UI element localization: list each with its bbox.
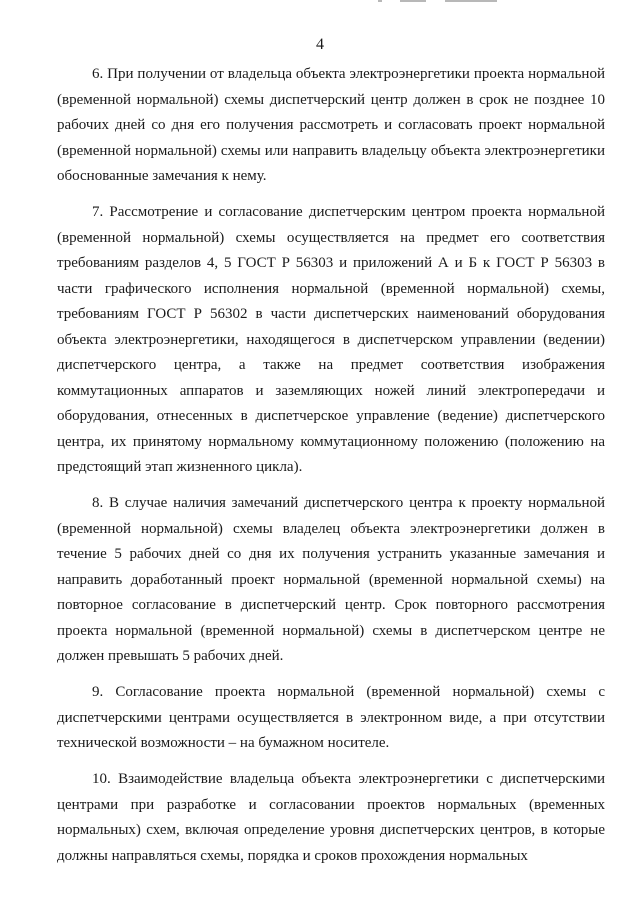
document-body	[57, 62, 605, 869]
paragraph-6: 6. При получении от владельца объекта электроэнергетики проекта нормальной (временной нормальной) схемы диспетчерский центр должен в срок не позднее 10 рабочих дней со дня его получения рассмотреть и согласовать проект нормальной (временной нормальной) схемы или направить владельцу объекта электроэнергетики обоснованные замечания к нему.	[57, 66, 605, 184]
paragraph-10: 10. Взаимодействие владельца объекта электроэнергетики с диспетчерскими центрами при разработке и согласовании проектов нормальных (временных нормальных) схем, включая определение уровня диспетчерских центров, в которые должны направляться схемы, порядка и сроков прохождения нормальных	[57, 771, 605, 864]
paragraph-8: 8. В случае наличия замечаний диспетчерского центра к проекту нормальной (временной нормальной) схемы владелец объекта электроэнергетики должен в течение 5 рабочих дней со дня их получения устранить указанные замечания и направить доработанный проект нормальной (временной нормальной схемы) на повторное согласование в диспетчерский центр. Срок повторного рассмотрения проекта нормальной (временной нормальной) схемы в диспетчерском центре не должен превышать 5 рабочих дней.	[57, 495, 605, 664]
paragraph-9: 9. Согласование проекта нормальной (временной нормальной) схемы с диспетчерскими центрами осуществляется в электронном виде, а при отсутствии технической возможности – на бумажном носителе.	[57, 684, 605, 751]
scan-artifact-top	[0, 0, 640, 4]
paragraph-7: 7. Рассмотрение и согласование диспетчерским центром проекта нормальной (временной нормальной) схемы осуществляется на предмет его соответствия требованиям разделов 4, 5 ГОСТ Р 56303 и приложений А и Б к ГОСТ Р 56303 в части графического исполнения нормальной (временной нормальной) схемы, требованиям ГОСТ Р 56302 в части диспетчерских наименований оборудования объекта электроэнергетики, находящегося в диспетчерском управлении (ведении) диспетчерского центра, а также на предмет соответствия изображения коммутационных аппаратов и заземляющих ножей линий электропередачи и оборудования, отнесенных в диспетчерское управление (ведение) диспетчерского центра, их принятому нормальному коммутационному положению (положению на предстоящий этап жизненного цикла).	[57, 204, 605, 475]
page-number: 4	[316, 36, 324, 53]
